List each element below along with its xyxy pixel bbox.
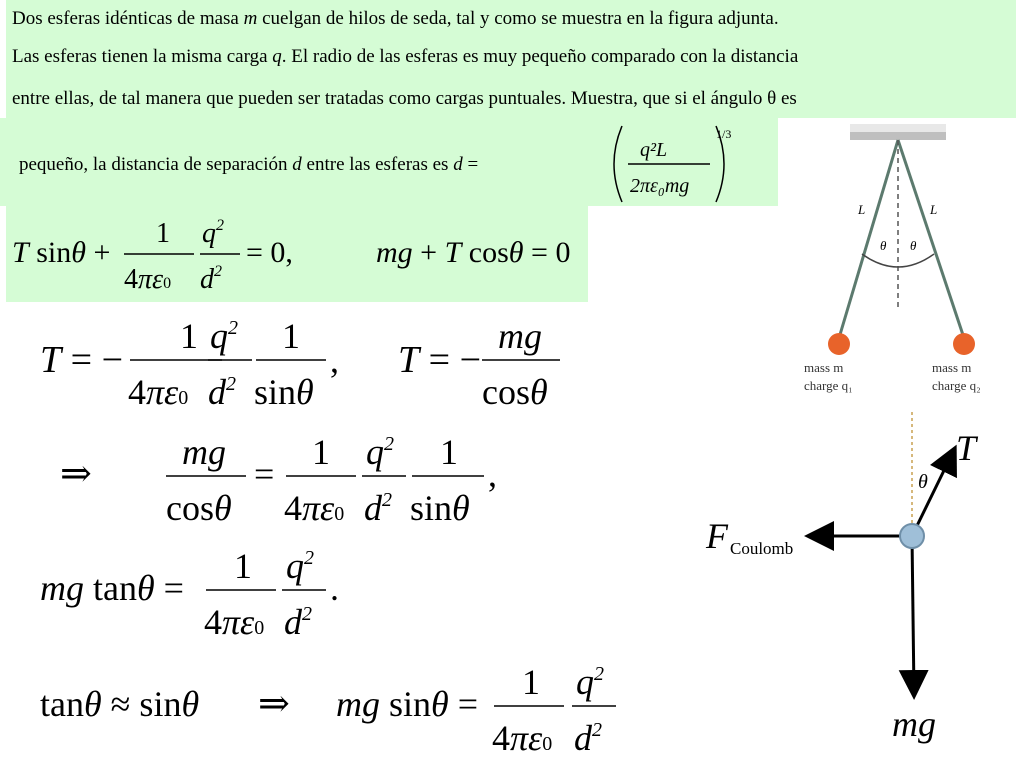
eq1-lhs: T sinθ + xyxy=(12,236,111,269)
eq1-frac1-den: 4πε0 xyxy=(124,264,172,295)
eq5-frac1-den: 4πε0 xyxy=(284,488,345,528)
ball-left xyxy=(828,333,850,355)
problem-box xyxy=(6,0,1016,118)
eq7-frac2-num: $q^2$ xyxy=(576,662,604,702)
eq5-equals: = xyxy=(254,454,275,494)
eq7-frac2-den: $d^2$ xyxy=(574,718,602,758)
result-exponent: 1/3 xyxy=(716,127,732,141)
eq2: mg + T cosθ = 0 xyxy=(376,236,571,269)
eq4-lhs: T = − xyxy=(398,339,482,381)
eq5-lhs-num: mg xyxy=(182,432,226,472)
tension-arrow xyxy=(912,450,954,536)
problem-box-lower xyxy=(0,118,778,206)
eq3-frac1-den: 4πε0 xyxy=(128,372,189,412)
eq5-svg xyxy=(60,420,560,530)
eq1-rhs: = 0, xyxy=(246,236,293,269)
eq3-eq4-svg xyxy=(30,308,590,418)
eq5-frac3-num: 1 xyxy=(440,432,458,472)
eq5-frac2-num: $q^2$ xyxy=(366,432,394,472)
theta-label: θ xyxy=(918,471,928,493)
weight-label: mg xyxy=(892,704,936,744)
eq3-frac1-num: 1 xyxy=(180,316,198,356)
eq5-frac3-den: sinθ xyxy=(410,488,470,528)
eq6-frac2-num: $q^2$ xyxy=(286,546,314,586)
right-ball-mass: mass m xyxy=(932,360,972,375)
eq3-frac2-den: $d^2$ xyxy=(208,372,236,412)
eq3-lhs: T = − xyxy=(40,339,124,381)
ceiling-shadow xyxy=(850,124,946,132)
result-denominator: 2πε₀mg xyxy=(630,175,690,197)
left-ball-charge: charge q₁ xyxy=(804,378,853,393)
ceiling-support xyxy=(850,132,946,140)
left-paren xyxy=(614,126,622,202)
charge-point xyxy=(900,524,924,548)
problem-line-4: pequeño, la distancia de separación d entre las esferas es d = xyxy=(19,154,479,175)
equation-box xyxy=(6,206,588,302)
label-L-right: L xyxy=(930,202,938,217)
left-ball-mass: mass m xyxy=(804,360,844,375)
eq1-frac2-num: $q^2$ xyxy=(202,217,224,249)
eq7-lhs: mg sinθ = xyxy=(336,684,479,724)
eq6-lhs: mg tanθ = xyxy=(40,568,184,608)
eq5-frac1-num: 1 xyxy=(312,432,330,472)
eq1-frac1-num: 1 xyxy=(156,218,170,249)
eq5-lhs-den: cosθ xyxy=(166,488,232,528)
eq6-frac1-den: 4πε0 xyxy=(204,602,265,642)
eq4-num: mg xyxy=(498,316,542,356)
eq5-frac2-den: $d^2$ xyxy=(364,488,392,528)
eq7-frac1-den: 4πε0 xyxy=(492,718,553,758)
implies-arrow: ⇒ xyxy=(60,453,92,495)
right-ball-charge: charge q₂ xyxy=(932,378,981,393)
result-numerator: q²L xyxy=(640,139,668,161)
label-theta-left: θ xyxy=(880,238,887,253)
eq6-period: . xyxy=(330,568,339,608)
problem-line-1: Dos esferas idénticas de masa m cuelgan de hilos de seda, tal y como se muestra en la figura adjunta. xyxy=(12,8,779,29)
coulomb-label: F xyxy=(706,516,728,556)
force-diagram xyxy=(700,408,1020,764)
label-L-left: L xyxy=(858,202,866,217)
eq7-implies-arrow: ⇒ xyxy=(258,683,290,725)
tension-label: T xyxy=(956,428,977,468)
weight-arrow xyxy=(912,536,914,694)
pendulum-figure xyxy=(784,118,1016,412)
eq3-frac3-num: 1 xyxy=(282,316,300,356)
eq3-frac3-den: sinθ xyxy=(254,372,314,412)
problem-line-2: Las esferas tienen la misma carga q. El radio de las esferas es muy pequeño comparado con la distancia xyxy=(12,46,799,67)
eq3-comma: , xyxy=(330,340,339,380)
eq1-eq2-svg xyxy=(6,206,588,302)
result-formula xyxy=(604,122,754,206)
eq7-svg xyxy=(30,650,640,762)
eq3-frac2-num: $q^2$ xyxy=(210,316,238,356)
eq7-frac1-num: 1 xyxy=(522,662,540,702)
eq1-frac2-den: $d^2$ xyxy=(200,263,222,295)
eq7-approx: tanθ ≈ sinθ xyxy=(40,684,200,724)
eq6-frac2-den: $d^2$ xyxy=(284,602,312,642)
coulomb-subscript: Coulomb xyxy=(730,539,794,558)
eq5-comma: , xyxy=(488,454,497,494)
eq4-den: cosθ xyxy=(482,372,548,412)
eq6-frac1-num: 1 xyxy=(234,546,252,586)
problem-line-3: entre ellas, de tal manera que pueden ser tratadas como cargas puntuales. Muestra, que si el ángulo θ es xyxy=(12,88,797,109)
ball-right xyxy=(953,333,975,355)
eq6-svg xyxy=(30,534,390,644)
label-theta-right: θ xyxy=(910,238,917,253)
